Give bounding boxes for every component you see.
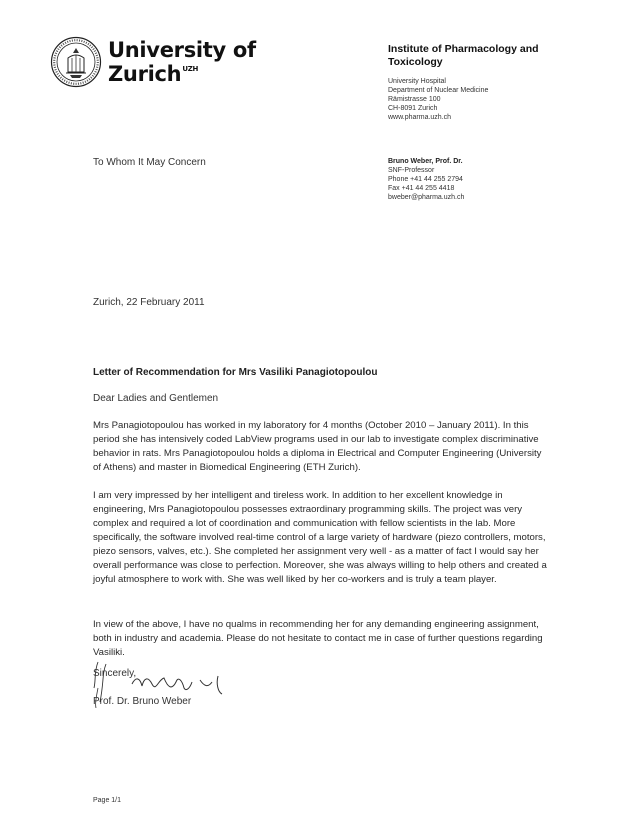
sender-fax: Fax +41 44 255 4418: [388, 185, 455, 192]
address-line: University Hospital: [388, 78, 446, 85]
university-seal-icon: [50, 36, 102, 88]
letter-date: Zurich, 22 February 2011: [93, 297, 205, 308]
body-paragraph-1: Mrs Panagiotopoulou has worked in my laboratory for 4 months (October 2010 – January 2011). In this period she has intensively coded LabView programs used in our lab to investigate complex discriminative behavior in rats. Mrs Panagiotopoulou holds a diploma in Electrical and Computer Engineering (University of Athens) and master in Biomedical Engineering (ETH Zurich).: [93, 420, 542, 473]
body-paragraph-3: In view of the above, I have no qualms in recommending her for any demanding engineering assignment, both in industry and academia. Please do not hesitate to contact me in case of further questions regarding Vasiliki.: [93, 619, 543, 658]
website-link[interactable]: www.pharma.uzh.ch: [388, 114, 452, 121]
letter-salutation: Dear Ladies and Gentlemen: [93, 393, 219, 404]
letter-subject: Letter of Recommendation for Mrs Vasiliki Panagiotopoulou: [93, 367, 378, 378]
uzh-abbrev: UZH: [182, 65, 199, 73]
address-line: CH-8091 Zurich: [388, 105, 438, 112]
recipient-line: To Whom It May Concern: [93, 157, 206, 168]
sender-name: Bruno Weber, Prof. Dr.: [388, 158, 463, 165]
university-name-line2: [108, 62, 198, 86]
address-line: Department of Nuclear Medicine: [388, 87, 489, 94]
signatory-name: Prof. Dr. Bruno Weber: [93, 696, 192, 707]
sender-title: SNF-Professor: [388, 167, 435, 174]
institute-address: [388, 77, 608, 122]
address-line: Rämistrasse 100: [388, 96, 441, 103]
body-paragraph-2: I am very impressed by her intelligent and tireless work. In addition to her excellent knowledge in engineering, Mrs Panagiotopoulou possesses extraordinary programming skills. The project was very complex and required a lot of coordination and communication with fellow scientists in the lab. More specifically, the software involved real-time control of a large variety of hardware (piezo controllers, motors, piezo sensors, valves, etc.). She completed her assignment very well - as a matter of fact I would say her overall performance was close to perfection. Moreover, she was always willing to help others and created a joyful atmosphere to work with. She was well liked by her co-workers and is truly a team player.: [93, 490, 547, 585]
sender-contact: [388, 157, 464, 202]
sender-phone: Phone +41 44 255 2794: [388, 176, 463, 183]
institute-title-line1: Institute of Pharmacology and: [388, 43, 539, 55]
institute-title: [388, 43, 608, 69]
institute-title-line2: Toxicology: [388, 56, 443, 68]
letter-closing: Sincerely,: [93, 668, 137, 679]
university-logo: [50, 36, 256, 92]
university-name-line1: University of: [108, 38, 256, 62]
institute-block: [388, 43, 608, 122]
university-city: Zurich: [108, 62, 182, 86]
page-number: Page 1/1: [93, 797, 122, 804]
sender-email-link[interactable]: bweber@pharma.uzh.ch: [388, 194, 465, 201]
